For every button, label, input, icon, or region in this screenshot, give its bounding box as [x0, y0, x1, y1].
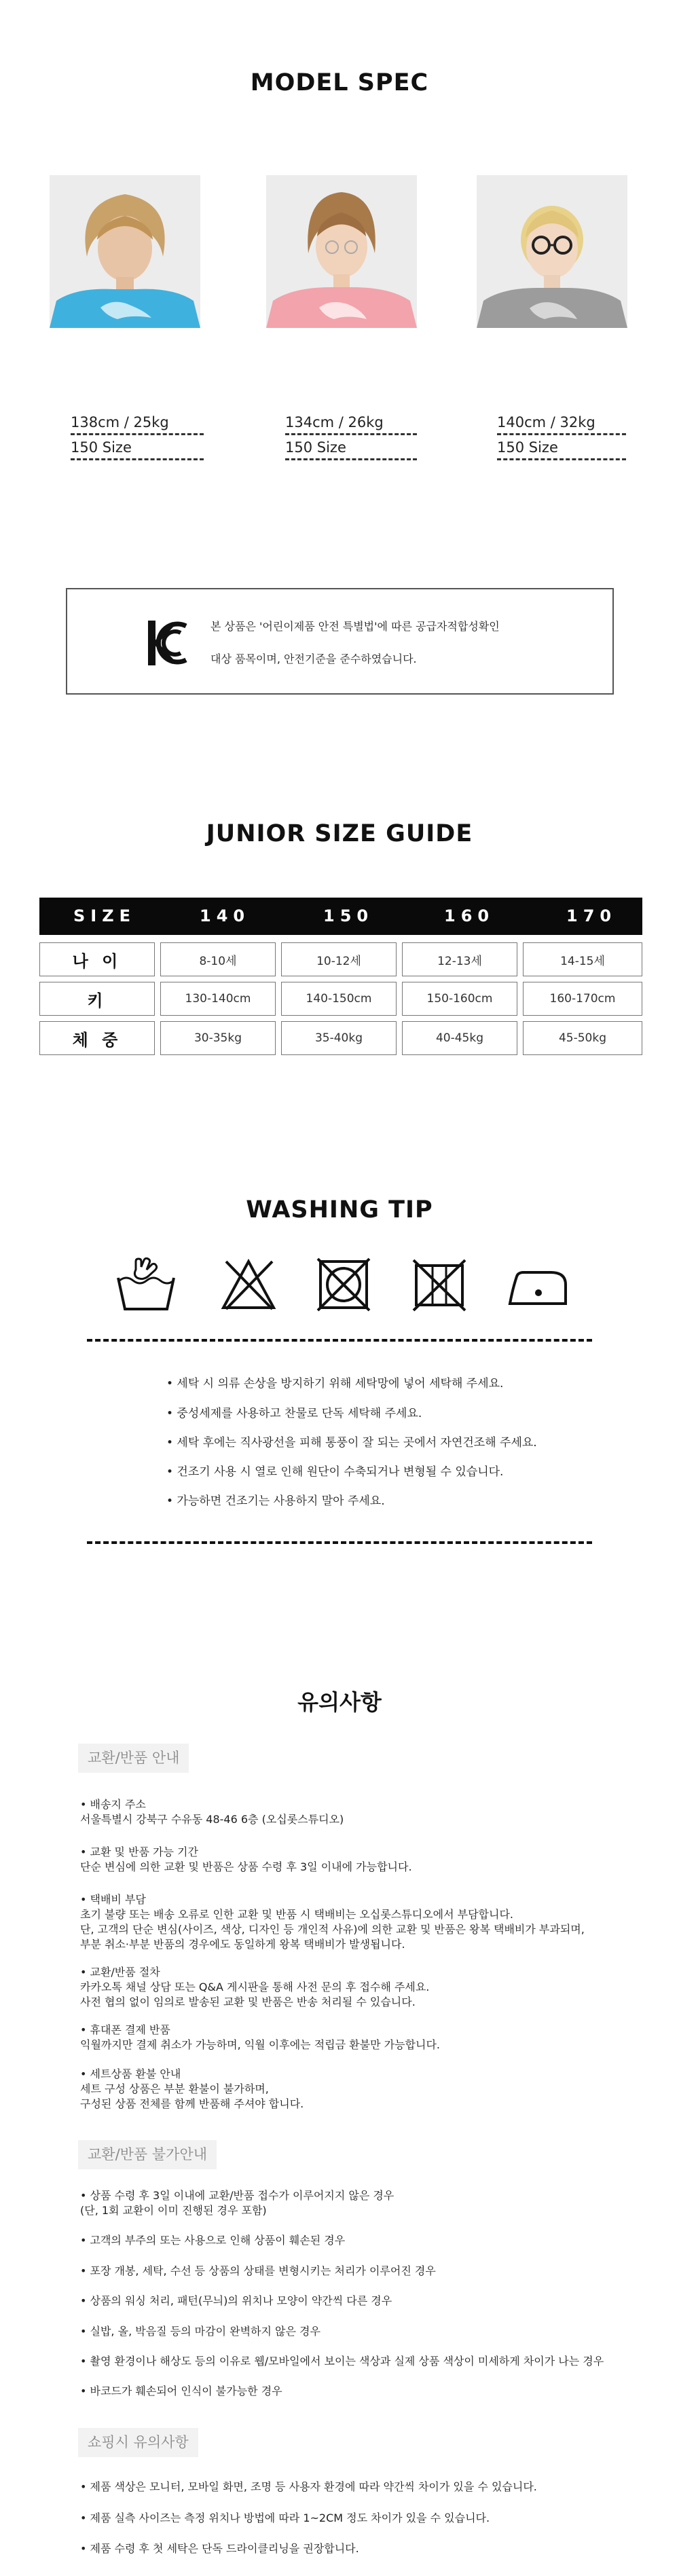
size-header-140: 140: [200, 906, 251, 925]
notice-item: • 택배비 부담 초기 불량 또는 배송 오류로 인한 교환 및 반품 시 택배비는 오십롯스튜디오에서 부담합니다. 단, 고객의 단순 변심(사이즈, 색상, 디자인 등 개인적 사유)에 의한 교환 및 반품은 왕복 택배비가 부과되며, 부분 취소·부분 반품의 경우에도 동일하게 왕복 택배비가 발생됩니다.: [80, 1893, 585, 1951]
table-cell: 35-40kg: [281, 1021, 397, 1055]
size-header-150: 150: [323, 906, 374, 925]
size-header-170: 170: [566, 906, 617, 925]
divider: [497, 433, 626, 435]
notice-item: • 상품 수령 후 3일 이내에 교환/반품 접수가 이루어지지 않은 경우 (단, 1회 교환이 이미 진행된 경우 포함): [80, 2189, 394, 2217]
table-cell: 140-150cm: [281, 982, 397, 1016]
model-1-measure: 138cm / 25kg: [71, 414, 169, 430]
model-2-measure: 134cm / 26kg: [285, 414, 384, 430]
notice-title: 유의사항: [297, 1689, 382, 1715]
size-guide-title: JUNIOR SIZE GUIDE: [206, 820, 473, 847]
row-label-weight: 체 중: [39, 1021, 155, 1055]
tag-no-exchange: 교환/반품 불가안내: [78, 2140, 217, 2169]
model-photo-3: [477, 175, 627, 328]
washing-tip-title: WASHING TIP: [246, 1196, 433, 1223]
divider: [285, 458, 417, 460]
table-cell: 45-50kg: [523, 1021, 642, 1055]
row-label-height: 키: [39, 982, 155, 1016]
tag-shopping-notice: 쇼핑시 유의사항: [78, 2428, 198, 2457]
model-2-size: 150 Size: [285, 439, 346, 456]
divider: [87, 1339, 592, 1342]
notice-item: • 고객의 부주의 또는 사용으로 인해 상품이 훼손된 경우: [80, 2234, 346, 2247]
kc-text-line1: 본 상품은 '어린이제품 안전 특별법'에 따른 공급자적합성확인: [210, 620, 500, 633]
no-bleach-icon: [219, 1257, 278, 1312]
table-cell: 12-13세: [402, 942, 517, 976]
notice-item: • 포장 개봉, 세탁, 수선 등 상품의 상태를 변형시키는 처리가 이루어진 경우: [80, 2264, 436, 2277]
size-header-160: 160: [444, 906, 495, 925]
notice-item: • 상품의 워싱 처리, 패턴(무늬)의 위치나 모양이 약간씩 다른 경우: [80, 2294, 392, 2307]
notice-item: • 제품 실측 사이즈는 측정 위치나 방법에 따라 1~2CM 정도 차이가 있을 수 있습니다.: [80, 2511, 490, 2524]
table-cell: 10-12세: [281, 942, 397, 976]
divider: [87, 1541, 592, 1544]
model-photo-2: [266, 175, 417, 328]
notice-item: • 배송지 주소 서울특별시 강북구 수유동 48-46 6층 (오십롯스튜디오): [80, 1798, 344, 1826]
model-3-size: 150 Size: [497, 439, 558, 456]
size-table-header: [39, 898, 642, 935]
size-header-label: SIZE: [73, 906, 136, 925]
wash-tip-1: • 세탁 시 의류 손상을 방지하기 위해 세탁망에 넣어 세탁해 주세요.: [166, 1377, 504, 1391]
model-spec-title: MODEL SPEC: [250, 69, 429, 96]
wash-tip-3: • 세탁 후에는 직사광선을 피해 통풍이 잘 되는 곳에서 자연건조해 주세요.: [166, 1436, 537, 1450]
table-cell: 160-170cm: [523, 982, 642, 1016]
notice-item: • 바코드가 훼손되어 인식이 불가능한 경우: [80, 2385, 282, 2397]
no-tumble-dry-icon: [316, 1257, 371, 1312]
table-cell: 150-160cm: [402, 982, 517, 1016]
row-label-age: 나 이: [39, 942, 155, 976]
notice-item: • 교환/반품 절차 카카오톡 채널 상담 또는 Q&A 게시판을 통해 사전 문의 후 접수해 주세요. 사전 협의 없이 임의로 발송된 교환 및 반품은 반송 처리될 수 있습니다.: [80, 1966, 430, 2008]
divider: [71, 458, 204, 460]
notice-item: • 세트상품 환불 안내 세트 구성 상품은 부분 환불이 불가하며, 구성된 상품 전체를 함께 반품해 주셔야 합니다.: [80, 2067, 304, 2110]
iron-low-icon: [507, 1257, 568, 1312]
table-cell: 130-140cm: [160, 982, 276, 1016]
kc-mark-icon: [147, 619, 189, 667]
divider: [71, 433, 204, 435]
kc-notice-box: [66, 588, 614, 695]
no-dryer-icon: [412, 1257, 466, 1312]
notice-item: • 실밥, 올, 박음질 등의 마감이 완벽하지 않은 경우: [80, 2325, 320, 2338]
hand-wash-icon: [115, 1257, 177, 1312]
notice-item: • 휴대폰 결제 반품 익월까지만 결제 취소가 가능하며, 익월 이후에는 적립금 환불만 가능합니다.: [80, 2023, 440, 2051]
table-cell: 30-35kg: [160, 1021, 276, 1055]
notice-item: • 촬영 환경이나 해상도 등의 이유로 웹/모바일에서 보이는 색상과 실제 상품 색상이 미세하게 차이가 나는 경우: [80, 2355, 604, 2368]
table-cell: 14-15세: [523, 942, 642, 976]
table-cell: 8-10세: [160, 942, 276, 976]
table-cell: 40-45kg: [402, 1021, 517, 1055]
model-3-measure: 140cm / 32kg: [497, 414, 595, 430]
notice-item: • 제품 수령 후 첫 세탁은 단독 드라이클리닝을 권장합니다.: [80, 2542, 359, 2555]
model-1-size: 150 Size: [71, 439, 132, 456]
model-photo-1: [50, 175, 200, 328]
wash-tip-4: • 건조기 사용 시 열로 인해 원단이 수축되거나 변형될 수 있습니다.: [166, 1465, 504, 1479]
wash-tip-2: • 중성세제를 사용하고 찬물로 단독 세탁해 주세요.: [166, 1407, 422, 1420]
divider: [285, 433, 417, 435]
wash-tip-5: • 가능하면 건조기는 사용하지 말아 주세요.: [166, 1494, 385, 1508]
notice-item: • 제품 색상은 모니터, 모바일 화면, 조명 등 사용자 환경에 따라 약간씩 차이가 있을 수 있습니다.: [80, 2480, 537, 2493]
kc-text-line2: 대상 품목이며, 안전기준을 준수하였습니다.: [210, 652, 417, 665]
divider: [497, 458, 626, 460]
notice-item: • 교환 및 반품 가능 기간 단순 변심에 의한 교환 및 반품은 상품 수령 후 3일 이내에 가능합니다.: [80, 1845, 412, 1873]
tag-exchange-return: 교환/반품 안내: [78, 1744, 189, 1773]
